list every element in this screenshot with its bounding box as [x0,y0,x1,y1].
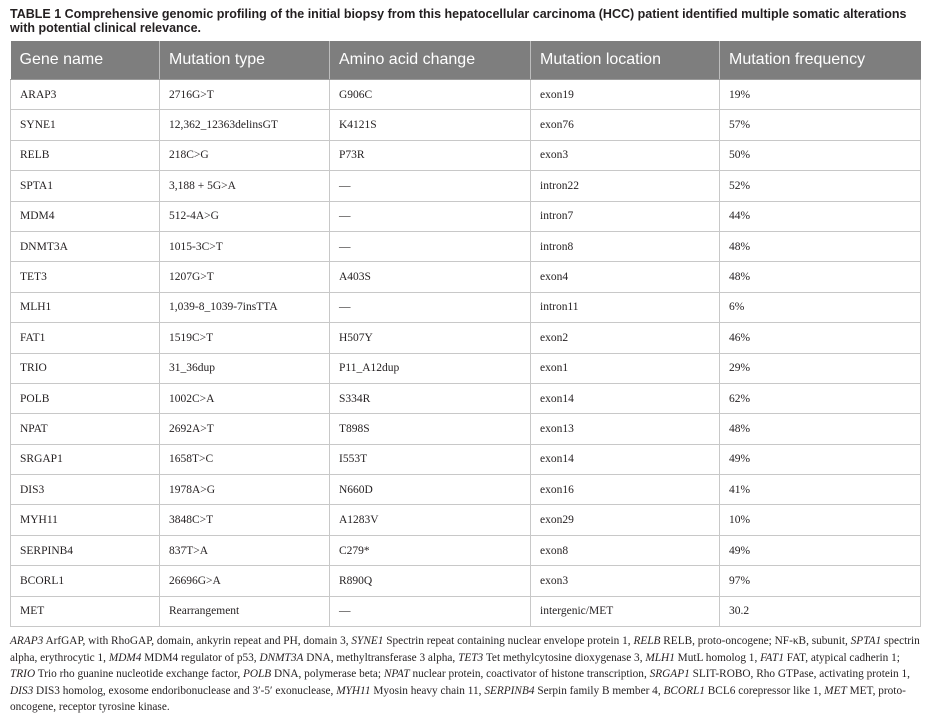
table-row [11,110,921,140]
header-mutation-frequency: Mutation frequency [720,41,921,80]
mutation-location-cell: exon29 [531,505,720,535]
mutation-location-cell: exon8 [531,535,720,565]
table-row [11,596,921,626]
table-row [11,171,921,201]
gene-name-cell: MDM4 [11,201,160,231]
amino-acid-change-cell: — [330,201,531,231]
mutation-type-cell: 1015-3C>T [160,231,330,261]
footnote-description: Trio rho guanine nucleotide exchange factor, [37,668,241,681]
amino-acid-change-cell: — [330,231,531,261]
amino-acid-change-cell: H507Y [330,323,531,353]
table-footnote [10,633,920,716]
mutation-type-cell: 1978A>G [160,475,330,505]
footnote-description: DNA, methyltransferase 3 alpha, [306,651,456,664]
gene-name-cell: MET [11,596,160,626]
mutation-location-cell: exon3 [531,566,720,596]
mutation-frequency-cell: 49% [720,444,921,474]
mutation-location-cell: exon13 [531,414,720,444]
mutation-location-cell: exon76 [531,110,720,140]
mutation-type-cell: 2692A>T [160,414,330,444]
footnote-description: Tet methylcytosine dioxygenase 3, [485,651,643,664]
mutation-frequency-cell: 48% [720,262,921,292]
mutation-location-cell: exon3 [531,140,720,170]
table-row [11,475,921,505]
mutation-frequency-cell: 97% [720,566,921,596]
mutation-type-cell: 1,039-8_1039-7insTTA [160,292,330,322]
mutation-frequency-cell: 29% [720,353,921,383]
gene-name-cell: DNMT3A [11,231,160,261]
amino-acid-change-cell: P73R [330,140,531,170]
amino-acid-change-cell: — [330,171,531,201]
table-caption: TABLE 1 Comprehensive genomic profiling of the initial biopsy from this hepatocellular carcinoma (HCC) patient identified multiple somatic alterations with potential clinical relevance. [10,7,907,35]
gene-name-cell: ARAP3 [11,80,160,110]
mutation-frequency-cell: 49% [720,535,921,565]
gene-name-cell: MLH1 [11,292,160,322]
mutation-type-cell: 12,362_12363delinsGT [160,110,330,140]
mutation-frequency-cell: 46% [720,323,921,353]
gene-name-cell: SYNE1 [11,110,160,140]
mutation-location-cell: intron11 [531,292,720,322]
footnote-description: spectrin alpha, erythrocytic 1, [10,635,920,664]
table-row [11,140,921,170]
footnote-description: Spectrin repeat containing nuclear envelope protein 1, [386,635,631,647]
amino-acid-change-cell: C279* [330,535,531,565]
mutation-frequency-cell: 6% [720,292,921,322]
mutation-location-cell: exon14 [531,383,720,413]
amino-acid-change-cell: A1283V [330,505,531,535]
mutation-type-cell: 3848C>T [160,505,330,535]
mutation-type-cell: 218C>G [160,140,330,170]
mutation-type-cell: 31_36dup [160,353,330,383]
table-body [11,80,921,627]
table-row [11,505,921,535]
footnote-gene: SRGAP1 [649,668,690,681]
mutation-frequency-cell: 44% [720,201,921,231]
amino-acid-change-cell: K4121S [330,110,531,140]
table-header-row [11,41,921,80]
gene-name-cell: RELB [11,140,160,170]
gene-name-cell: MYH11 [11,505,160,535]
mutation-frequency-cell: 30.2 [720,596,921,626]
table-row [11,414,921,444]
mutation-location-cell: exon4 [531,262,720,292]
mutation-frequency-cell: 52% [720,171,921,201]
footnote-description: MutL homolog 1, [677,651,758,664]
footnote-gene: SPTA1 [850,635,882,647]
footnote-description: MDM4 regulator of p53, [144,651,257,664]
header-gene-name: Gene name [11,41,160,80]
table-row [11,201,921,231]
mutation-location-cell: exon14 [531,444,720,474]
amino-acid-change-cell: N660D [330,475,531,505]
gene-name-cell: FAT1 [11,323,160,353]
mutation-location-cell: intergenic/MET [531,596,720,626]
footnote-gene: SYNE1 [351,635,384,647]
table-row [11,353,921,383]
footnote-description: Serpin family B member 4, [537,684,661,697]
mutation-type-cell: 1002C>A [160,383,330,413]
mutation-frequency-cell: 50% [720,140,921,170]
table-row [11,383,921,413]
mutation-frequency-cell: 57% [720,110,921,140]
gene-name-cell: POLB [11,383,160,413]
mutation-location-cell: exon2 [531,323,720,353]
header-amino-acid-change: Amino acid change [330,41,531,80]
header-mutation-location: Mutation location [531,41,720,80]
table-row [11,231,921,261]
footnote-gene: TET3 [458,651,484,664]
footnote-description: Myosin heavy chain 11, [373,684,482,697]
mutation-type-cell: 2716G>T [160,80,330,110]
amino-acid-change-cell: P11_A12dup [330,353,531,383]
footnote-gene: NPAT [383,668,410,681]
footnote-gene: ARAP3 [10,635,44,647]
footnote-gene: SERPINB4 [484,684,535,697]
gene-name-cell: SPTA1 [11,171,160,201]
mutation-frequency-cell: 62% [720,383,921,413]
header-mutation-type: Mutation type [160,41,330,80]
mutation-frequency-cell: 48% [720,414,921,444]
footnote-description: FAT, atypical cadherin 1; [786,651,900,664]
amino-acid-change-cell: S334R [330,383,531,413]
footnote-gene: MYH11 [336,684,371,697]
footnote-description: SLIT-ROBO, Rho GTPase, activating protein 1, [692,668,910,681]
table-row [11,262,921,292]
table-row [11,535,921,565]
footnote-gene: POLB [242,668,272,681]
amino-acid-change-cell: A403S [330,262,531,292]
amino-acid-change-cell: — [330,292,531,322]
amino-acid-change-cell: T898S [330,414,531,444]
mutation-table [10,41,921,627]
mutation-frequency-cell: 48% [720,231,921,261]
footnote-description: RELB, proto-oncogene; NF-κB, subunit, [663,635,848,647]
gene-name-cell: DIS3 [11,475,160,505]
amino-acid-change-cell: R890Q [330,566,531,596]
footnote-description: nuclear protein, coactivator of histone transcription, [412,668,647,681]
mutation-type-cell: 837T>A [160,535,330,565]
gene-name-cell: TRIO [11,353,160,383]
mutation-frequency-cell: 19% [720,80,921,110]
mutation-location-cell: intron7 [531,201,720,231]
gene-name-cell: NPAT [11,414,160,444]
table-row [11,444,921,474]
footnote-description: BCL6 corepressor like 1, [707,684,822,697]
amino-acid-change-cell: — [330,596,531,626]
footnote-description: ArfGAP, with RhoGAP, domain, ankyrin repeat and PH, domain 3, [45,635,349,647]
gene-name-cell: SRGAP1 [11,444,160,474]
gene-name-cell: BCORL1 [11,566,160,596]
footnote-gene: TRIO [10,668,36,681]
footnote-description: MET, proto-oncogene, receptor tyrosine kinase. [10,684,906,714]
footnote-description: DNA, polymerase beta; [274,668,382,681]
mutation-location-cell: exon16 [531,475,720,505]
mutation-type-cell: 1207G>T [160,262,330,292]
footnote-gene: MDM4 [108,651,142,664]
mutation-type-cell: Rearrangement [160,596,330,626]
mutation-type-cell: 1658T>C [160,444,330,474]
amino-acid-change-cell: G906C [330,80,531,110]
mutation-location-cell: intron8 [531,231,720,261]
mutation-type-cell: 3,188 + 5G>A [160,171,330,201]
table-row [11,80,921,110]
mutation-type-cell: 1519C>T [160,323,330,353]
mutation-location-cell: intron22 [531,171,720,201]
footnote-gene: DIS3 [10,684,34,697]
table-row [11,566,921,596]
mutation-type-cell: 26696G>A [160,566,330,596]
mutation-location-cell: exon19 [531,80,720,110]
table-row [11,292,921,322]
footnote-gene: DNMT3A [259,651,304,664]
table-row [11,323,921,353]
amino-acid-change-cell: I553T [330,444,531,474]
gene-name-cell: TET3 [11,262,160,292]
footnote-gene: MLH1 [645,651,675,664]
mutation-type-cell: 512-4A>G [160,201,330,231]
footnote-description: DIS3 homolog, exosome endoribonuclease and 3′-5′ exonuclease, [36,684,334,697]
gene-name-cell: SERPINB4 [11,535,160,565]
footnote-gene: RELB [633,635,661,647]
mutation-frequency-cell: 10% [720,505,921,535]
footnote-gene: BCORL1 [663,684,705,697]
footnote-gene: FAT1 [760,651,784,664]
mutation-location-cell: exon1 [531,353,720,383]
mutation-frequency-cell: 41% [720,475,921,505]
footnote-gene: MET [824,684,847,697]
